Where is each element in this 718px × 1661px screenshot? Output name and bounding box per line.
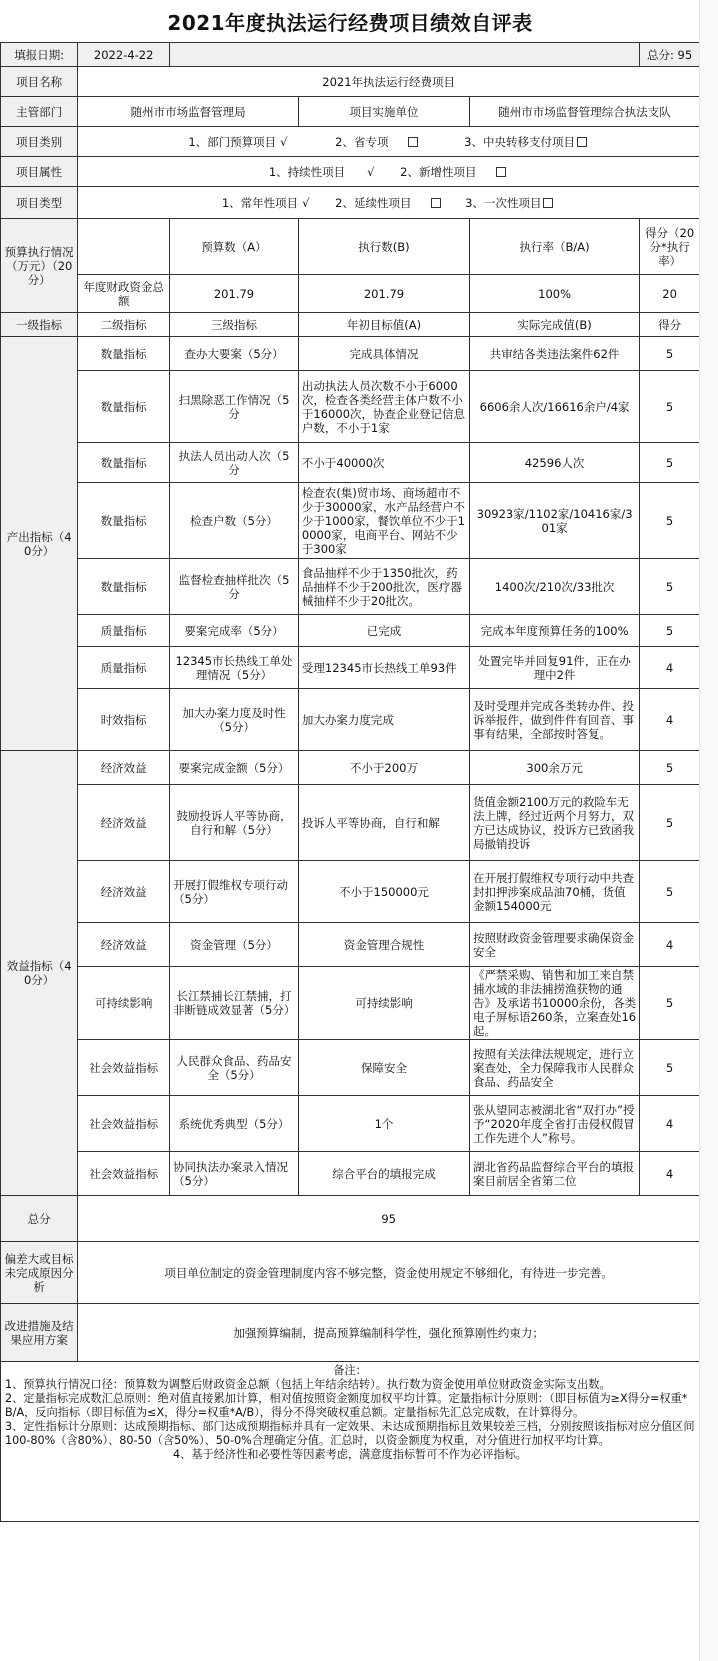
category-options [78,127,700,157]
budget-value-b[interactable]: 201.79 [298,275,469,313]
ind-header-l1: 一级指标 [1,313,78,337]
table-row [1,785,700,861]
table-row [1,1096,700,1152]
type-label: 项目类型 [1,187,78,219]
row-score[interactable]: 5 [640,337,700,371]
page-title: 2021年度执法运行经费项目绩效自评表 [167,11,533,35]
row-actual[interactable]: 按照财政资金管理要求确保资金安全 [470,923,640,967]
row-l3: 监督检查抽样批次（5分 [170,559,299,615]
row-l2: 数量指标 [78,443,170,483]
row-actual[interactable]: 张从望同志被湖北省“双打办”授予“2020年度全省打击侵权假冒工作先进个人”称号。 [470,1096,640,1152]
benefit-group-label: 效益指标（40分） [1,751,78,1196]
table-row [1,615,700,647]
table-row [1,1040,700,1096]
row-l3: 开展打假维权专项行动（5分） [170,861,299,923]
row-actual[interactable]: 按照有关法律法规规定，进行立案查处，全力保障我市人民群众食品、药品安全 [470,1040,640,1096]
row-l2: 数量指标 [78,371,170,443]
row-target[interactable]: 保障安全 [298,1040,469,1096]
row-l2: 时效指标 [78,689,170,751]
row-l3: 加大办案力度及时性（5分） [170,689,299,751]
improve-label: 改进措施及结果应用方案 [1,1304,78,1362]
row-score[interactable]: 5 [640,785,700,861]
fill-date-row [1,43,700,67]
row-l3: 协同执法办案录入情况（5分） [170,1152,299,1196]
fill-date-blank [170,43,640,67]
ind-header-target: 年初目标值(A) [298,313,469,337]
project-name-label: 项目名称 [1,67,78,97]
row-l3: 查办大要案（5分） [170,337,299,371]
row-target[interactable]: 已完成 [298,615,469,647]
row-l3: 要案完成率（5分） [170,615,299,647]
row-actual[interactable]: 30923家/1102家/10416家/301家 [470,483,640,559]
row-score[interactable]: 5 [640,861,700,923]
row-target[interactable]: 出动执法人员次数不小于6000次，检查各类经营主体户数不小于16000次，协查企业登记信息户数，不小于1家 [298,371,469,443]
row-l3: 鼓励投诉人平等协商，自行和解（5分） [170,785,299,861]
check-mark-icon: √ [280,134,288,149]
category-option-3[interactable]: 3、中央转移支付项目 [464,134,575,149]
checkbox-icon[interactable] [496,167,506,177]
row-actual[interactable]: 及时受理并完成各类转办件、投诉举报件，做到件件有回音、事事有结果，全部按时答复。 [470,689,640,751]
improve-text[interactable]: 加强预算编制，提高预算编制科学性，强化预算刚性约束力； [78,1304,700,1362]
evaluation-table [0,42,700,1522]
row-score[interactable]: 5 [640,967,700,1040]
row-l2: 质量指标 [78,647,170,689]
row-l3: 人民群众食品、药品安全（5分） [170,1040,299,1096]
budget-value-score[interactable]: 20 [640,275,700,313]
table-row [1,483,700,559]
row-l2: 数量指标 [78,483,170,559]
row-target[interactable]: 资金管理合规性 [298,923,469,967]
budget-header-b: 执行数(B) [298,219,469,275]
checkbox-icon[interactable] [431,198,441,208]
row-score[interactable]: 5 [640,483,700,559]
row-l3: 扫黑除恶工作情况（5分 [170,371,299,443]
deviation-text[interactable]: 项目单位制定的资金管理制度内容不够完整，资金使用规定不够细化，有待进一步完善。 [78,1242,700,1304]
dept-value[interactable]: 随州市市场监督管理局 [78,97,299,127]
row-actual[interactable]: 货值金额2100万元的救险车无法上牌，经过近两个月努力，双方已达成协议，投诉方已致函我局撤销投诉 [470,785,640,861]
budget-header-a: 预算数（A） [170,219,299,275]
row-target[interactable]: 不小于40000次 [298,443,469,483]
category-label: 项目类别 [1,127,78,157]
row-l2: 社会效益指标 [78,1152,170,1196]
ind-header-l2: 二级指标 [78,313,170,337]
ind-header-l3: 三级指标 [170,313,299,337]
row-actual[interactable]: 300余万元 [470,751,640,785]
row-score[interactable]: 4 [640,923,700,967]
row-target[interactable]: 食品抽样不少于1350批次，药品抽样不少于200批次，医疗器械抽样不少于20批次。 [298,559,469,615]
impl-label: 项目实施单位 [298,97,469,127]
fill-date-label: 填报日期: [1,43,78,67]
category-option-2[interactable]: 2、省专项 [335,134,389,149]
total-top: 总分: 95 [640,43,700,67]
row-score[interactable]: 5 [640,559,700,615]
row-actual[interactable]: 42596人次 [470,443,640,483]
row-l2: 经济效益 [78,861,170,923]
row-l2: 经济效益 [78,923,170,967]
ind-header-actual: 实际完成值(B) [470,313,640,337]
row-score[interactable]: 5 [640,443,700,483]
row-score[interactable]: 5 [640,751,700,785]
row-target[interactable]: 1个 [298,1096,469,1152]
row-l2: 数量指标 [78,337,170,371]
table-row [1,559,700,615]
row-target[interactable]: 不小于200万 [298,751,469,785]
budget-value-a[interactable]: 201.79 [170,275,299,313]
row-l3: 要案完成金额（5分） [170,751,299,785]
row-target[interactable]: 可持续影响 [298,967,469,1040]
vertical-scrollbar[interactable] [699,0,718,1661]
notes-block [1,1362,700,1522]
type-option-2[interactable]: 2、延续性项目 [335,195,412,210]
row-target[interactable]: 完成具体情况 [298,337,469,371]
attr-label: 项目属性 [1,157,78,187]
row-score[interactable]: 4 [640,1096,700,1152]
row-score[interactable]: 5 [640,371,700,443]
row-target[interactable]: 综合平台的填报完成 [298,1152,469,1196]
row-actual[interactable]: 1400次/210次/33批次 [470,559,640,615]
note-item: 1、预算执行情况口径：预算数为调整后财政资金总额（包括上年结余结转）。执行数为资金使用单位财政资金实际支出数。 [5,1378,611,1391]
row-target[interactable]: 受理12345市长热线工单93件 [298,647,469,689]
row-l3: 系统优秀典型（5分） [170,1096,299,1152]
attr-option-2[interactable]: 2、新增性项目 [400,164,477,179]
note-item: 3、定性指标计分原则：达成预期指标、部门达成预期指标并具有一定效果、未达成预期指标且效果较差三档，分别按照该指标对应分值区间100-80%（含80%）、80-50（含50%）、50-0%合理确定分值。汇总时，以资金额度为权重，对分值进行加权平均计算。 [5,1420,695,1447]
budget-value-rate[interactable]: 100% [470,275,640,313]
checkbox-icon[interactable] [408,137,418,147]
type-options [78,187,700,219]
type-option-1[interactable]: 1、常年性项目 [221,195,299,210]
budget-header-rate: 执行率（B/A) [470,219,640,275]
row-target[interactable]: 检查农(集)贸市场、商场超市不少于30000家，水产品经营户不少于1000家，餐饮单位不少于10000家，电商平台、网站不少于300家 [298,483,469,559]
row-l2: 社会效益指标 [78,1096,170,1152]
row-l3: 检查户数（5分） [170,483,299,559]
row-actual[interactable]: 处置完毕并回复91件，正在办理中2件 [470,647,640,689]
row-score[interactable]: 4 [640,689,700,751]
dept-label: 主管部门 [1,97,78,127]
checkbox-icon[interactable] [543,198,553,208]
table-row [1,861,700,923]
row-l2: 可持续影响 [78,967,170,1040]
budget-header-score: 得分（20分*执行率） [640,219,700,275]
table-row [1,923,700,967]
row-actual[interactable]: 在开展打假维权专项行动中共查封扣押涉案成品油70桶，货值金额154000元 [470,861,640,923]
attr-option-1[interactable]: 1、持续性项目 [268,164,346,179]
notes-title: 备注： [333,1364,367,1377]
row-l3: 资金管理（5分） [170,923,299,967]
row-l2: 经济效益 [78,785,170,861]
table-row [1,967,700,1040]
table-row [1,751,700,785]
impl-value[interactable]: 随州市市场监督管理综合执法支队 [470,97,700,127]
row-actual[interactable]: 6606余人次/16616余户/4家 [470,371,640,443]
attr-options [78,157,700,187]
table-row [1,1152,700,1196]
row-target[interactable]: 加大办案力度完成 [298,689,469,751]
check-mark-icon: √ [302,195,310,210]
row-l2: 质量指标 [78,615,170,647]
budget-label: 预算执行情况（万元）（20分） [1,219,78,313]
row-score[interactable]: 4 [640,647,700,689]
table-row [1,689,700,751]
row-target[interactable]: 投诉人平等协商，自行和解 [298,785,469,861]
project-name-value[interactable]: 2021年执法运行经费项目 [78,67,700,97]
row-score[interactable]: 4 [640,1152,700,1196]
table-row [1,647,700,689]
budget-row-label: 年度财政资金总额 [78,275,170,313]
type-option-3[interactable]: 3、一次性项目 [465,195,542,210]
row-score[interactable]: 5 [640,615,700,647]
row-actual[interactable]: 完成本年度预算任务的100% [470,615,640,647]
table-row [1,337,700,371]
row-l2: 数量指标 [78,559,170,615]
row-l2: 社会效益指标 [78,1040,170,1096]
row-l2: 经济效益 [78,751,170,785]
row-actual[interactable]: 《严禁采购、销售和加工来自禁捕水域的非法捕捞渔获物的通告》及承诺书10000余份，各类电子屏标语260条，立案查处16起。 [470,967,640,1040]
row-actual[interactable]: 共审结各类违法案件62件 [470,337,640,371]
table-row [1,371,700,443]
budget-header-blank [78,219,170,275]
row-l3: 长江禁捕长江禁捕，打非断链成效显著（5分） [170,967,299,1040]
row-l3: 执法人员出动人次（5分 [170,443,299,483]
note-item: 2、定量指标完成数汇总原则：绝对值直接累加计算，相对值按照资金额度加权平均计算。定量指标计分原则：（即目标值为≥X得分=权重*B/A，反向指标（即目标值为≤X，得分=权重*A/B），得分不得突破权重总额。定量指标先汇总完成数，在计算得分。 [5,1392,688,1419]
note-item: 4、基于经济性和必要性等因素考虑，满意度指标暂可不作为必评指标。 [173,1448,527,1461]
table-row [1,443,700,483]
row-score[interactable]: 5 [640,1040,700,1096]
category-option-1[interactable]: 1、部门预算项目 [188,134,277,149]
deviation-label: 偏差大或目标未完成原因分析 [1,1242,78,1304]
ind-header-score: 得分 [640,313,700,337]
row-target[interactable]: 不小于150000元 [298,861,469,923]
fill-date-value[interactable]: 2022-4-22 [78,43,170,67]
total-label: 总分 [1,1196,78,1242]
check-mark-icon: √ [367,164,375,179]
output-group-label: 产出指标（40分） [1,337,78,751]
total-value[interactable]: 95 [78,1196,700,1242]
checkbox-icon[interactable] [577,137,587,147]
row-actual[interactable]: 湖北省药品监督综合平台的填报案目前居全省第二位 [470,1152,640,1196]
row-l3: 12345市长热线工单处理情况（5分） [170,647,299,689]
